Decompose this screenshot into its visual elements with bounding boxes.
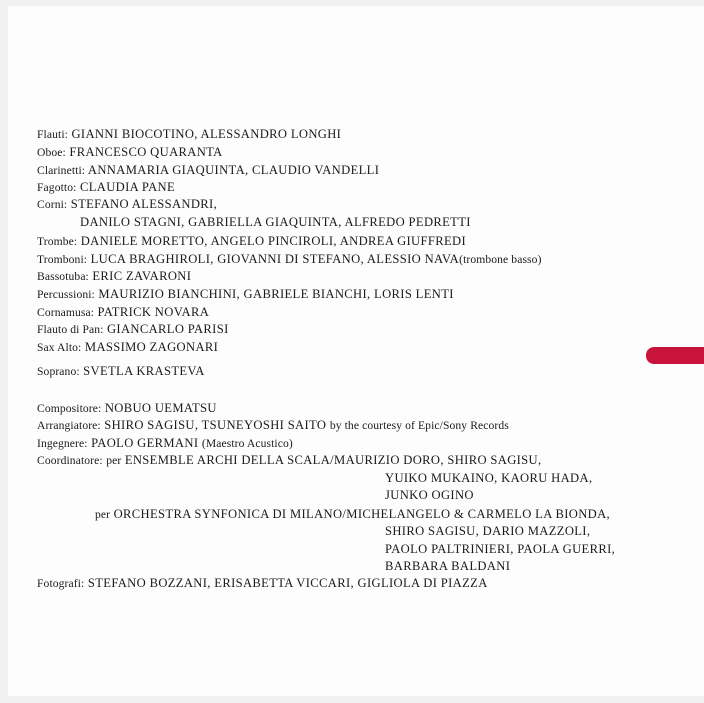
credit-note: by the courtesy of Epic/Sony Records [329,419,509,432]
credit-per: per [106,454,122,467]
credit-label: Oboe: [37,146,66,159]
credit-label: Clarinetti: [37,164,86,177]
credit-label: Compositore: [37,402,102,415]
credit-label: Percussioni: [37,288,95,301]
credit-names: ERIC ZAVARONI [92,269,192,283]
credit-label: Coordinatore: [37,454,103,467]
credit-note: (trombone basso) [459,253,542,266]
credit-label: Flauti: [37,128,68,141]
credit-label: Soprano: [37,365,80,378]
credit-percussioni [37,286,454,303]
credit-names: PATRICK NOVARA [97,305,210,319]
credit-names: DANILO STAGNI, GABRIELLA GIAQUINTA, ALFREDO PEDRETTI [80,215,471,229]
credit-names: YUIKO MUKAINO, KAORU HADA, [385,471,593,485]
credit-bassotuba [37,268,191,285]
credit-label: Tromboni: [37,253,88,266]
credit-label: Fagotto: [37,181,77,194]
credit-corni-cont [80,214,471,230]
credit-names: FRANCESCO QUARANTA [69,145,223,159]
credit-label: Fotografi: [37,577,85,590]
credit-names: JUNKO OGINO [385,488,474,502]
credit-oboe [37,144,223,161]
credit-names: GIANCARLO PARISI [106,322,229,336]
credit-fotografi [37,575,488,592]
credit-names: STEFANO ALESSANDRI, [70,197,218,211]
credit-label: Trombe: [37,235,78,248]
credit-names: PAOLO PALTRINIERI, PAOLA GUERRI, [385,542,616,556]
credit-sax-alto [37,339,218,356]
credit-fagotto [37,179,175,196]
credit-coordinatore-cont [385,558,510,574]
credit-names: PAOLO GERMANI [91,436,199,450]
credit-arrangiatore [37,417,509,434]
credit-coordinatore-cont [385,470,592,486]
credit-label: Flauto di Pan: [37,323,104,336]
credit-coordinatore [37,452,541,469]
credit-compositore [37,400,217,417]
credit-names: NOBUO UEMATSU [104,401,217,415]
credit-cornamusa [37,304,209,321]
credit-names: ANNAMARIA GIAQUINTA, CLAUDIO VANDELLI [87,163,380,177]
credit-per: per [95,508,111,521]
credit-names: CLAUDIA PANE [79,180,176,194]
credit-soprano [37,363,205,380]
credit-coordinatore-cont [385,487,474,503]
credit-coordinatore-cont [385,541,615,557]
credit-label: Ingegnere: [37,437,88,450]
credit-names: SHIRO SAGISU, TSUNEYOSHI SAITO [104,418,327,432]
credit-coordinatore-cont [385,523,590,539]
credit-clarinetti [37,162,379,179]
credit-label: Sax Alto: [37,341,82,354]
credit-label: Corni: [37,198,68,211]
credit-label: Bassotuba: [37,270,89,283]
credit-names: MASSIMO ZAGONARI [84,340,219,354]
credit-names: ORCHESTRA SYNFONICA DI MILANO/MICHELANGELO & CARMELO LA BIONDA, [113,507,611,521]
credit-names: SHIRO SAGISU, DARIO MAZZOLI, [385,524,591,538]
credit-names: BARBARA BALDANI [385,559,511,573]
credit-note: (Maestro Acustico) [201,437,293,450]
credit-trombe [37,233,466,250]
credit-label: Arrangiatore: [37,419,101,432]
credit-names: STEFANO BOZZANI, ERISABETTA VICCARI, GIGLIOLA DI PIAZZA [87,576,488,590]
credit-label: Cornamusa: [37,306,95,319]
credit-tromboni [37,251,542,268]
credit-names: DANIELE MORETTO, ANGELO PINCIROLI, ANDREA GIUFFREDI [80,234,466,248]
credit-corni [37,196,217,213]
credit-flauti [37,126,341,143]
credit-names: LUCA BRAGHIROLI, GIOVANNI DI STEFANO, ALESSIO NAVA [90,252,460,266]
credit-flauto-di-pan [37,321,229,338]
credit-coordinatore-group2 [95,506,610,523]
credit-names: ENSEMBLE ARCHI DELLA SCALA/MAURIZIO DORO, SHIRO SAGISU, [124,453,542,467]
red-tab-marker [646,347,704,364]
credit-names: MAURIZIO BIANCHINI, GABRIELE BIANCHI, LORIS LENTI [98,287,454,301]
credit-ingegnere [37,435,293,452]
credit-names: GIANNI BIOCOTINO, ALESSANDRO LONGHI [71,127,342,141]
credit-names: SVETLA KRASTEVA [83,364,205,378]
